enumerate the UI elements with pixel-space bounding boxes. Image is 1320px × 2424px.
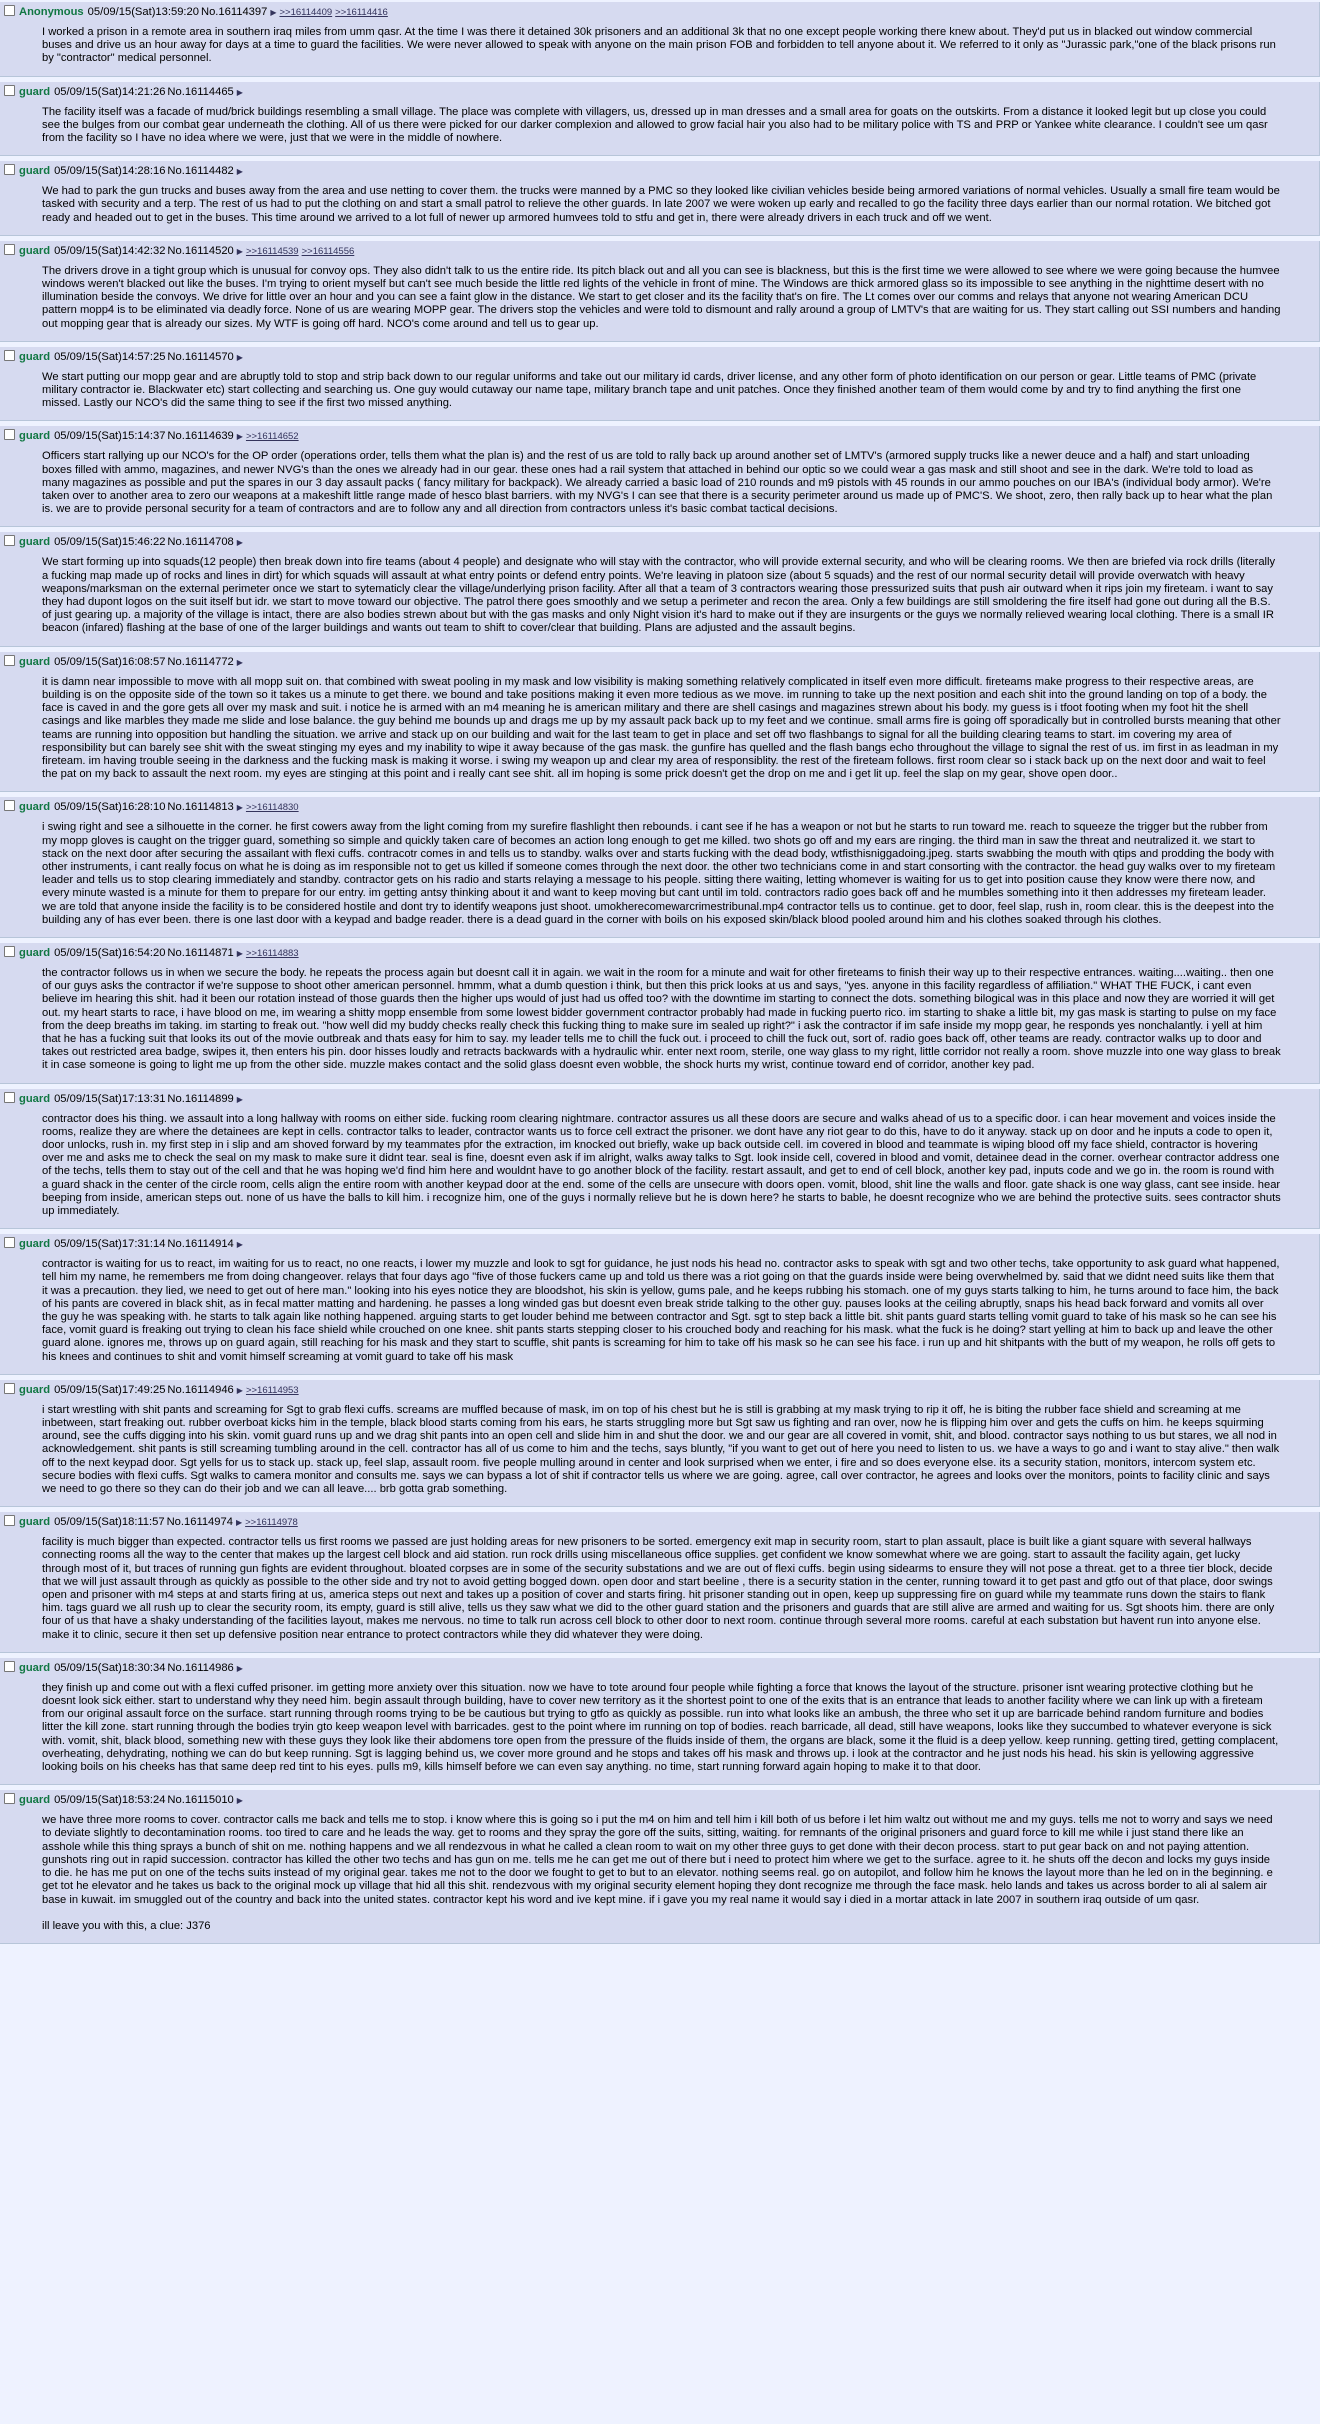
post-number[interactable]: No.16114708 bbox=[167, 536, 234, 549]
backlinks bbox=[245, 1516, 301, 1528]
post-number[interactable]: No.16114639 bbox=[167, 430, 234, 443]
post-info bbox=[4, 800, 1311, 814]
post-body: The drivers drove in a tight group which is unusual for convoy ops. They also didn't talk to us the entire ride. Its pitch black out and all you can see is blackness, but this is the first time we were allowed to see where we were going because the humvee windows weren't blacked out like the buses. I'm trying to orient myself but can't see much beside the little red lights of the vehicle in front of mine. The Windows are thick armored glass so its impossible to see anything in the nighttime desert with no illumination beside the convoys. We drive for little over an hour and you can see a faint glow in the distance. We start to get closer and its the facility that's on fire. The Lt comes over our comms and relays that anyone not wearing American DCU pattern mopp4 is to be eliminated via deadly force. None of us are wearing MOPP gear. The drivers stop the vehicles and were told to dismount and rally around a group of LMTV's that are waiting for us. They start calling out SSI numbers and handing out mopping gear that is already our sizes. My WTF is going off hard. NCO's come around and tell us to gear up. bbox=[42, 264, 1281, 330]
post-body: i swing right and see a silhouette in the corner. he first cowers away from the light coming from my surefire flashlight then rebounds. i cant see if he has a weapon or not but he starts to run toward me. reach to squeeze the trigger but the rubber from my mopp gloves is caught on the trigger guard, something so simple and quickly taken care of becomes an action long enough to get me killed. two shots go off and my ears are ringing. the third man in saw the threat and neutralized it. we start to stack on the next door after securing the assailant with flexi cuffs. contracotr comes in and tells us to standby. walks over and starts fucking with the dead body, wtfisthisniggadoing.jpeg. starts swabbing the mouth with qtips and prodding the body with other instruments, i cant really focus on what he is doing as im responsible not to get us killed if someone comes through the next door. the other two technicians come in and start consorting with the contractor. the head guy walks over to my fireteam leader and tells us to stop clearing immediately and standby. contractor gets on his radio and starts relaying a message to his people. sitting there waiting, letting whomever is waiting for us to get into position cause they know were there now, and every minute wasted is a minute for them to prepare for our entry. im getting antsy thinking about it and want to keep moving but cant until im told. contractors radio goes back off and he mumbles something into it then addresses my fireteam leader. we are told that anyone inside the facility is to be considered hostile and dont try to identify weapons just shoot. umokherecomewarcrimestribunal.mp4 contractor tells us to continue. get to door, feel slap, rush in, room clear. this is the deepest into the building any of has ever been. there is one last door with a keypad and badge reader. there is a dead guard in the corner with boils on his exposed skin/black blood pooled around him and his clothes soaked through his clothes. bbox=[42, 821, 1276, 926]
post-body: it is damn near impossible to move with all mopp suit on. that combined with sweat pooling in my mask and low visibility is making something relatively complicated in itself even more difficult. fireteams make progress to their respective areas, are building is on the opposite side of the town so it takes us a minute to get there. we bound and take positions making it even more tedious as we move. im running to take up the next position and each shit into the ground landing on top of a body. the face is caved in and the gore gets all over my mask and suit. i notice he is armed with an m4 meaning he is american military and there are shell casings and magazines strewn about his body. my guess is i tfoot footing when my foot hit the shell casings and like marbles they made me slide and lose balance. the guy behind me bounds up and drags me up by my assault pack back up to my feet and we continue. small arms fire is going off sporadically but in controlled bursts meaning that other teams are running into opposition but handling the situation. we arrive and stack up on our building and wait for the last team to get in place and set off two flashbangs to signal for all the building clearing teams to start. im covering my area of responsibility but can barely see shit with the sweat stinging my eyes and my inability to wipe it away because of the gas mask. the gunfire has quelled and the flash bangs echo throughout the village to signal the rest of us. im first in as leadman in my fireteam. im having trouble seeing in the darkness and the fucking mask is making it worse. i swing my weapon up and clear my area of responsiblity. the rest of the fireteam follows. first room clear so i stack back up on the next door and wait to feel the pat on my back to assault the next room. my eyes are stinging at this point and i really cant see shit. all im hoping is some prick doesn't get the drop on me and i get lit up. feel the slap on my gear, shove open door.. bbox=[42, 675, 1281, 781]
post-9 bbox=[0, 797, 1320, 938]
poster-name: guard bbox=[19, 1092, 51, 1105]
post-menu-arrow-icon[interactable]: ▶ bbox=[236, 948, 243, 958]
post-message bbox=[42, 106, 1281, 146]
post-menu-arrow-icon[interactable]: ▶ bbox=[270, 8, 277, 17]
post-body: The facility itself was a facade of mud/brick buildings resembling a small village. The place was complete with villagers, us, dressed up in man dresses and a small area for goats on the outskirts. From a distance it looked legit but up close you could see the bulges from our combat gear underneath the clothing. All of us there were picked for our darker complexion and allowed to grow facial hair you also had to be military police with TS and PRP or Yankee white clearance. I couldn't see um qasr from the facility so I have no idea where we were, just that we were in the middle of nowhere. bbox=[42, 105, 1268, 145]
post-menu-arrow-icon[interactable]: ▶ bbox=[236, 1796, 243, 1806]
post-checkbox[interactable] bbox=[4, 655, 15, 666]
post-message bbox=[42, 371, 1281, 411]
post-number[interactable]: No.16114914 bbox=[167, 1238, 234, 1251]
post-number[interactable]: No.16114397 bbox=[200, 6, 268, 18]
backlinks bbox=[246, 947, 302, 959]
post-datetime: 05/09/15(Sat)18:53:24 bbox=[54, 1794, 166, 1807]
post-7 bbox=[0, 532, 1320, 646]
post-info bbox=[4, 946, 1311, 960]
post-info bbox=[4, 1661, 1311, 1675]
post-message bbox=[42, 1536, 1281, 1642]
post-3 bbox=[0, 161, 1320, 236]
post-checkbox[interactable] bbox=[4, 800, 15, 811]
post-checkbox[interactable] bbox=[4, 164, 15, 175]
poster-name: guard bbox=[19, 1661, 51, 1674]
post-6 bbox=[0, 426, 1320, 527]
poster-name: guard bbox=[19, 536, 51, 549]
post-menu-arrow-icon[interactable]: ▶ bbox=[236, 538, 243, 548]
post-message bbox=[42, 1258, 1281, 1364]
post-4 bbox=[0, 241, 1320, 342]
post-menu-arrow-icon[interactable]: ▶ bbox=[236, 1385, 243, 1395]
post-number[interactable]: No.16114570 bbox=[167, 350, 234, 363]
post-checkbox[interactable] bbox=[4, 1383, 15, 1394]
post-info bbox=[4, 244, 1311, 258]
post-info bbox=[4, 655, 1311, 669]
post-info bbox=[4, 1383, 1311, 1397]
post-datetime: 05/09/15(Sat)16:28:10 bbox=[54, 801, 166, 814]
post-menu-arrow-icon[interactable]: ▶ bbox=[236, 246, 243, 256]
post-checkbox[interactable] bbox=[4, 1661, 15, 1672]
post-message bbox=[42, 450, 1281, 516]
poster-name: guard bbox=[19, 1516, 51, 1529]
post-5 bbox=[0, 347, 1320, 422]
post-menu-arrow-icon[interactable]: ▶ bbox=[236, 1094, 243, 1104]
post-info bbox=[4, 5, 1311, 19]
post-1 bbox=[0, 2, 1320, 77]
post-datetime: 05/09/15(Sat)15:46:22 bbox=[54, 536, 166, 549]
post-datetime: 05/09/15(Sat)16:54:20 bbox=[54, 946, 166, 959]
post-info bbox=[4, 1092, 1311, 1106]
post-menu-arrow-icon[interactable]: ▶ bbox=[236, 352, 243, 362]
post-message bbox=[42, 821, 1281, 927]
post-checkbox[interactable] bbox=[4, 1237, 15, 1248]
post-number[interactable]: No.16114899 bbox=[167, 1092, 234, 1105]
post-body: Officers start rallying up our NCO's for the OP order (operations order, tells them what the plan is) and the rest of us are told to rally back up around another set of LMTV's (armored supply trucks like a newer deuce and a half) and start unloading boxes filled with ammo, magazines, and newer NVG's than the ones we already had in our gear. these ones had a rail system that attached in behind our optic so we could wear a gas mask and still shoot and see in the dark. We're told to load as many magazines as possible and put the spares in our 3 day assault packs ( fancy military for backpack). We already carried a basic load of 210 rounds and m9 pistols with 45 rounds in our ammo pouches on our IBA's (individual body armor). We're taken over to another area to zero our weapons at a makeshift little range made of hesco blast barriers. with my NVG's I can see that there is a security perimeter around us made up of PMC'S. We shoot, zero, then rally back up to hear what the plan is. we are to provide personal security for a team of contractors and are to follow any and all direction from contractors unless it's basic combat tactical decisions. bbox=[42, 450, 1273, 516]
post-body: they finish up and come out with a flexi cuffed prisoner. im getting more anxiety over this situation. now we have to tote around four people while fighting a force that knows the layout of the structure. prisoner isnt wearing protective clothing but he doesnt look sick either. start to understand why they need him. begin assault through building, have to cover new territory as it the shortest point to one of the exits that is an entrance that leads to another facility where we can link up with a fireteam from our original assault force on the surface. start running through rooms trying to be be cautious but trying to gtfo as quickly as possible. run into what looks like an ambush, the three who set it up are barricade behind random furniture and bodies litter the kill zone. start running through the bodies tryin gto keep weapon level with barricades. gest to the point where im running on top of bodies. reach barricade, all dead, still have weapons, looks like they succumbed to whatever everyone is sick with. vomit, shit, black blood, something new with these guys they look like their abdomens tore open from the pressure of the fluids inside of them, the organs are black, some it the fluid is a deep yellow. keep running. getting tired, getting complacent, overheating, dehydrating, nothing we can do but keep running. Sgt is lagging behind us, we cover more ground and he stops and takes off his mask and throws up. i look at the contractor and he just nods his head. his skin is yellowing aggressive looking boils on his cheeks has that same deep red tint to his eyes. pulls m9, kills himself before we can even say anything. no time, start running forward again hoping to make it to that door. bbox=[42, 1681, 1279, 1774]
post-menu-arrow-icon[interactable]: ▶ bbox=[236, 657, 243, 667]
post-number[interactable]: No.16114772 bbox=[167, 655, 234, 668]
post-body: I worked a prison in a remote area in southern iraq miles from umm qasr. At the time I was there it detained 30k prisoners and an additional 3k that no one except people working there knew about. They'd put us in blacked out window commercial buses and drive us an hour away for days at a time to guard the facilities. We were never allowed to speak with anyone on the main prison FOB and forbidden to tell anyone about it. We referred to it only as "Jurassic park,"one of the black prisons run by "contractor" medical personnel. bbox=[42, 26, 1276, 65]
backlink[interactable]: >>16114978 bbox=[245, 1517, 298, 1529]
post-message bbox=[42, 185, 1281, 225]
backlinks bbox=[280, 6, 391, 18]
post-datetime: 05/09/15(Sat)16:08:57 bbox=[54, 655, 166, 668]
post-checkbox[interactable] bbox=[4, 946, 15, 957]
post-body: i start wrestling with shit pants and screaming for Sgt to grab flexi cuffs. screams are muffled because of mask, im on top of his chest but he is still is grabbing at my mask trying to rip it off, he is biting the rubber face shield and screaming at me inbetween, start freaking out. rubber overboat kicks him in the temple, black blood starts coming from his ears, he starts struggling more but Sgt saw us fighting and ran over, now he is flipping him over and gets the cuffs on him. he keeps squirming around, see the cuffs digging into his skin. vomit guard runs up and we drag shit pants into an open cell and slide him in and shut the door. we and our gear are all covered in vomit, shit, and blood. contractor says nothing to us but stares, we all nod in acknowledgement. shit pants is still screaming tumbling around in the cell. contractor has all of us come to him and the techs, says bluntly, "if you want to get out of here you need to listen to us. we have a ways to go and i want to stay alive." then walk off to the next keypad door. Sgt yells for us to stack up. stack up, feel slap, assault room. five people mulling around in center and look surprised when we enter, i fire and so does everyone else. its a security station, monitors, intercom system etc. secure bodies with flexi cuffs. Sgt walks to camera monitor and consults me. says we can bypass a lot of shit if contractor tells us where we are going. agree, call over contractor, he agrees and looks over the monitors, points to facility clinic and says we need to go there so they can do their job and we can all leave.... brb gotta grab something. bbox=[42, 1403, 1280, 1496]
post-message bbox=[42, 967, 1281, 1073]
post-datetime: 05/09/15(Sat)14:21:26 bbox=[54, 85, 166, 98]
post-datetime: 05/09/15(Sat)14:42:32 bbox=[54, 244, 166, 257]
post-number[interactable]: No.16114986 bbox=[167, 1661, 234, 1674]
backlink[interactable]: >>16114409 bbox=[279, 7, 333, 18]
post-checkbox[interactable] bbox=[4, 350, 15, 361]
backlink[interactable]: >>16114556 bbox=[301, 245, 355, 257]
post-menu-arrow-icon[interactable]: ▶ bbox=[236, 432, 243, 442]
spacer bbox=[42, 1907, 1281, 1920]
post-number[interactable]: No.16114465 bbox=[167, 85, 234, 98]
post-datetime: 05/09/15(Sat)18:11:57 bbox=[54, 1516, 165, 1529]
backlink[interactable]: >>16114953 bbox=[245, 1384, 299, 1396]
post-2 bbox=[0, 82, 1320, 157]
post-checkbox[interactable] bbox=[4, 85, 15, 96]
post-14 bbox=[0, 1512, 1320, 1653]
post-body: the contractor follows us in when we secure the body. he repeats the process again but doesnt call it in again. we wait in the room for a minute and wait for other fireteams to finish their way up to their respective entrances. waiting....waiting.. then one of our guys asks the contractor if we're suppose to shoot other american personnel. hmmm, what a dumb question i think, but then this prick looks at us and says, "yes. anyone in this facility regardless of affiliation." WHAT THE FUCK, i cant even believe im hearing this shit. had it been our rotation instead of those guards then the higher ups would of just had us offed too? with the downtime im starting to connect the dots. something bilogical was in this place and now they are worried it will get out. my heart starts to race, i have blood on me, im wearing a shitty mopp ensemble from some lowest bidder government contractor probably had made in fucking puerto rico. im starting to shake a little bit, my gas mask is starting to pulse on my face from the deep breaths im taking. im starting to freak out. "how well did my buddy checks really check this fucking thing to make sure im sealed up right?" i ask the contractor if im safe inside my mopp gear, he responds yes nonchalantly. i yell at him that he has a fucking suit that looks its out of the movie outbreak and thats easy for him to say. my leader tells me to chill the fuck out. i proceed to chill the fuck out, sort of. radio goes back off, other teams are ready. contractor walks up to door and takes out restricted area badge, swipes it, then enters his pin. door hisses loudly and retracts backwards with a hydraulic whir. enter next room, sterile, one way glass to my right, little corridor not really a room. shove muzzle into one way glass to break it in case someone is going to light me up from the other side. muzzle makes contact and the solid glass doesnt even wobble, the shock hurts my wrist, continue toward end of corridor, another key pad. bbox=[42, 966, 1281, 1072]
post-message bbox=[42, 556, 1281, 635]
post-number[interactable]: No.16114482 bbox=[167, 165, 234, 178]
post-datetime: 05/09/15(Sat)17:49:25 bbox=[54, 1383, 166, 1396]
post-number[interactable]: No.16114813 bbox=[167, 801, 234, 814]
post-message bbox=[42, 1814, 1281, 1933]
post-footer-text: ill leave you with this, a clue: J376 bbox=[42, 1919, 211, 1932]
post-body: facility is much bigger than expected. contractor tells us first rooms we passed are just holding areas for new prisoners to be sorted. emergency exit map in security room, start to plan assault, place is built like a giant square with several hallways connecting rooms all the way to the center that makes up the largest cell block and aid station. run rock drills using miscellaneous office supplies. get confident we know somewhat where we are going. start to assault the facility again, get lucky through most of it, but traces of running gun fights are evident throughout. bloated corpses are in some of the security substations and we are out of flexi cuffs. begin using sidearms to ensure they will not pose a threat. get to a three tier block, decide that we will just assault through as quickly as possible to the other side and try not to avoid getting bogged down. open door and start beeline , there is a security station in the center, running toward it to get past and gtfo out of that place, door swings open and prisoner with m4 steps at and starts firing at us, america steps out next and takes up a position of cover and starts firing. hit prisoner standing out in open, keep up suppressing fire on guard while my teammate runs down the stairs to flank him. tags guard we all rush up to clear the security room, its empty, guard is still alive, tells us they saw what we did to the other guard station and the prisoners and guards that are still alive are armed and waiting for us. Sgt shoots him. there are only four of us that have a shaky understanding of the facilities layout, makes me nervous. no time to talk run across cell block to other door to next room. continue through several more rooms. careful at each substation but havent run into anyone else. make it to clinic, secure it then set up defensive position near entrance to protect contractors while they did whatever they were doing. bbox=[42, 1536, 1275, 1641]
post-checkbox[interactable] bbox=[4, 1092, 15, 1103]
backlink[interactable]: >>16114883 bbox=[245, 947, 299, 959]
post-body: we have three more rooms to cover. contractor calls me back and tells me to stop. i know where this is going so i put the m4 on him and tell him i kill both of us before i let him waltz out without me and my guys. tells me not to worry and says we need to deviate slightly to decontamination rooms. too tired to care and he leads the way. get to rooms and they spray the gore off the suits, sitting, waiting. for remnants of the original prisoners and guard force to kill me while i just stand there like an asshole while this thing sprays a bunch of shit on me. nothing happens and we all rendezvous in what he called a clean room to wait on my other three guys to get done with their decon process. start to put gear back on and not paying attention. gunshots ring out in rapid succession. contractor has killed the other two techs and has gun on me. tells me he can get me out of there but i need to protect him where we get to the surface. agree to it. he shuts off the decon and locks my guys inside to die. he has me put on one of the techs suits instead of my original gear. takes me not to the door we fought to get to but to an elevator. nothing seems real. go on autopilot, and follow him he knows the layout more than he led on in the beginning. e get tot he elevator and he takes us back to the original mock up village that hid all this shit. rendezvous with my original security element hoping they dont recognize me through the face mask. helo lands and takes us across border to ali al salem air base in kuwait. im smuggled out of the country and back into the united states. contractor kept his word and ive kept mine. if i gave you my real name it would say i died in a mortar attack in late 2007 in southern iraq outside of um qasr. bbox=[42, 1814, 1273, 1906]
post-body: We start forming up into squads(12 people) then break down into fire teams (about 4 people) and designate who will stay with the contractor, who will provide external security, and who will be clearing rooms. We then are briefed via rock drills (literally a fucking map made up of rocks and lines in dirt) for which squads will assault at what entry points or defend entry points. We're leaving in platoon size (about 5 squads) and the rest of our normal security detail will provide overwatch with heavy weapons/marksman on the external perimeter once we start to sytematicly clear the village/underlying prison facility. After all that a team of 3 contractors wearing those pressurized suits that push air outward when it rips join my fireteam. i want to say they had dupont logos on the suit itself but idr. we start to move toward our objective. The patrol there goes smoothly and we setup a perimeter and recon the area. Only a few buildings are still smoldering the fire itself had gone out during all the B.S. of just gearing up. a majority of the village is intact, there are also bodies strewn about but with the gas masks and only Night vision it's hard to make out if they are insurgents or the guys we normally relieved wearing local clothing. There is a small IR beacon (infared) flashing at the base of one of the larger buildings and wants out team to shift to cover/clear that building. Plans are adjusted and the assault begins. bbox=[42, 556, 1276, 635]
post-body: We had to park the gun trucks and buses away from the area and use netting to cover them. the trucks were manned by a PMC so they looked like civilian vehicles beside being armored variations of normal vehicles. Usually a small fire team would be tasked with security and a terp. The rest of us had to put the clothing on and start a small patrol to relieve the other guards. In late 2007 we were woken up early and recalled to go the facility three days earlier than our normal rotation. We bitched got ready and headed out to get in the buses. This time around we arrived to a lot full of newer up armored humvees told to stfu and get in, there were already drivers in each truck and off we went. bbox=[42, 185, 1280, 224]
backlinks bbox=[246, 1384, 302, 1396]
post-message bbox=[42, 1113, 1281, 1219]
poster-name: guard bbox=[19, 1238, 51, 1251]
post-message bbox=[42, 1682, 1281, 1774]
post-body: contractor is waiting for us to react, im waiting for us to react, no one reacts, i lower my muzzle and look to sgt for guidance, he just nods his head no. contractor asks to speak with sgt and two other techs, take opportunity to ask guard what happened, tell him my name, he remembers me from doing changeover. relays that four days ago "five of those fuckers came up and told us there was a riot going on that the guards inside were being overwhelmed by. said that we didnt need suits like them that it was a precaution. they lied, we need to get out of here man." looking into his eyes notice they are bloodshot, his skin is yellow, gums pale, and he keeps rubbing his stomach. one of my guys starts talking to him, he turns around to face him, the back of his pants are covered in black shit, as in fecal matter matting and hardening. he passes a long winded gas but doesnt even break stride talking to the other guy. pauses looks at the ceiling abruptly, snaps his head back forward and vomits all over the guy he was speaking with. he starts to talk again like nothing happened. arguing starts to get louder behind me between contractor and Sgt. sgt to step back a little bit. shit pants guard starts telling vomit guard to take of his mask so he can see his face, vomit guard is freaking out trying to clean his face shield while crouched on one knee. shit pants starts stepping closer to his crouched body and reaching for his mask. what the fuck is he doing? start yelling at him to back up and leave the other guard alone. ignores me, throws up on guard again, still reaching for his mask and they start to scuffle, shit pants is screaming for him to take off his mask so he can see his face. i run up and hit shitpants with the butt of my weapon, he rolls off gets to his knees and continues to shit and vomit himself screaming at vomit guard to take off his mask bbox=[42, 1258, 1280, 1363]
post-body: contractor does his thing. we assault into a long hallway with rooms on either side. fucking room clearing nightmare. contractor assures us all these doors are secure and walks ahead of us to a specific door. i can hear movement and voices inside the rooms, realize they are where the detainees are kept in cells. contractor talks to leader, contractor wants us to force cell extract the prisoner. we dont have any riot gear to do this, have to do it anyway. stack up on door and he inputs a code to open it, door unlocks, rush in. my first step in i slip and am shoved forward by my teammates pfor the extraction, im knocked out briefly, wake up back outside cell. im covered in blood and teammate is wiping blood off my face shield, contractor is hovering over me and asks me to check the seal on my mask to make sure it didnt tear. seal is fine, doesnt even ask if im alright, walks away talks to Sgt. look inside cell, covered in blood and vomit, detainee dead in the corner. overhear contractor address one of the techs, tells them to stay out of the cell and that he was hoping we'd find him here and wouldnt have to go another block of the facility. restart assault, and get to end of cell block, another key pad, inputs code and we go in. the room is round with a guard shack in the center of the circle room, cells align the entire room with another keypad door at the end. some of the cells are unsecure with doors open. vomit, blood, shit line the walls and floor. gate shack is one way glass, cant see inside. hear beeping from inside, american steps out. none of us have the balls to kill him. i recognize him, one of the guys i normally relieve but he is down here? he starts to bable, he doesnt recognize who we are behind the protective suits. sees contractor shuts up immediately. bbox=[42, 1112, 1281, 1217]
post-message bbox=[42, 265, 1281, 331]
post-number[interactable]: No.16114871 bbox=[167, 946, 234, 959]
post-number[interactable]: No.16115010 bbox=[167, 1794, 234, 1807]
post-checkbox[interactable] bbox=[4, 244, 15, 255]
post-10 bbox=[0, 943, 1320, 1084]
post-number[interactable]: No.16114974 bbox=[166, 1516, 233, 1529]
post-info bbox=[4, 85, 1311, 99]
post-menu-arrow-icon[interactable]: ▶ bbox=[236, 87, 243, 97]
backlink[interactable]: >>16114830 bbox=[245, 802, 299, 814]
post-menu-arrow-icon[interactable]: ▶ bbox=[236, 803, 243, 813]
post-info bbox=[4, 429, 1311, 443]
post-number[interactable]: No.16114946 bbox=[167, 1383, 234, 1396]
post-message bbox=[42, 26, 1281, 66]
post-12 bbox=[0, 1234, 1320, 1375]
poster-name: guard bbox=[19, 655, 51, 668]
post-message bbox=[42, 1404, 1281, 1496]
post-datetime: 05/09/15(Sat)14:57:25 bbox=[54, 350, 166, 363]
post-menu-arrow-icon[interactable]: ▶ bbox=[236, 1240, 243, 1250]
poster-name: guard bbox=[19, 946, 51, 959]
post-checkbox[interactable] bbox=[4, 5, 15, 16]
backlink[interactable]: >>16114539 bbox=[245, 245, 299, 257]
post-datetime: 05/09/15(Sat)15:14:37 bbox=[54, 430, 166, 443]
post-datetime: 05/09/15(Sat)17:31:14 bbox=[54, 1238, 166, 1251]
post-info bbox=[4, 1237, 1311, 1251]
post-16 bbox=[0, 1790, 1320, 1944]
poster-name: guard bbox=[19, 1383, 51, 1396]
poster-name: guard bbox=[19, 430, 51, 443]
backlink[interactable]: >>16114652 bbox=[245, 431, 299, 443]
post-info bbox=[4, 1515, 1311, 1529]
post-checkbox[interactable] bbox=[4, 1515, 15, 1526]
post-15 bbox=[0, 1658, 1320, 1785]
backlink[interactable]: >>16114416 bbox=[335, 7, 388, 18]
post-datetime: 05/09/15(Sat)18:30:34 bbox=[54, 1661, 166, 1674]
backlinks bbox=[246, 801, 302, 813]
post-info bbox=[4, 350, 1311, 364]
post-checkbox[interactable] bbox=[4, 535, 15, 546]
poster-name: Anonymous bbox=[19, 6, 84, 18]
post-checkbox[interactable] bbox=[4, 1793, 15, 1804]
post-datetime: 05/09/15(Sat)14:28:16 bbox=[54, 165, 166, 178]
post-11 bbox=[0, 1089, 1320, 1230]
post-info bbox=[4, 1793, 1311, 1807]
post-datetime: 05/09/15(Sat)13:59:20 bbox=[87, 6, 199, 18]
poster-name: guard bbox=[19, 350, 51, 363]
post-info bbox=[4, 164, 1311, 178]
post-message bbox=[42, 676, 1281, 782]
post-info bbox=[4, 535, 1311, 549]
poster-name: guard bbox=[19, 165, 51, 178]
post-8 bbox=[0, 652, 1320, 793]
backlinks bbox=[246, 430, 302, 442]
post-menu-arrow-icon[interactable]: ▶ bbox=[235, 1518, 243, 1528]
post-menu-arrow-icon[interactable]: ▶ bbox=[236, 1663, 243, 1673]
post-checkbox[interactable] bbox=[4, 429, 15, 440]
poster-name: guard bbox=[19, 801, 51, 814]
post-datetime: 05/09/15(Sat)17:13:31 bbox=[54, 1092, 166, 1105]
post-body: We start putting our mopp gear and are abruptly told to stop and strip back down to our regular uniforms and take out our military id cards, driver license, and any other form of photo identification on our person or gear. Little teams of PMC (private military contractor ie. Blackwater etc) start collecting and searching us. One guy would cutaway our name tape, military branch tape and unit patches. Once they finished another team of them would come by and try to find anything the first one missed. Lastly our NCO's did the same thing to see if the first two missed anything. bbox=[42, 370, 1257, 410]
post-number[interactable]: No.16114520 bbox=[167, 244, 234, 257]
poster-name: guard bbox=[19, 85, 51, 98]
post-13 bbox=[0, 1380, 1320, 1507]
backlinks bbox=[246, 245, 357, 257]
poster-name: guard bbox=[19, 244, 51, 257]
poster-name: guard bbox=[19, 1794, 51, 1807]
post-menu-arrow-icon[interactable]: ▶ bbox=[236, 167, 243, 177]
